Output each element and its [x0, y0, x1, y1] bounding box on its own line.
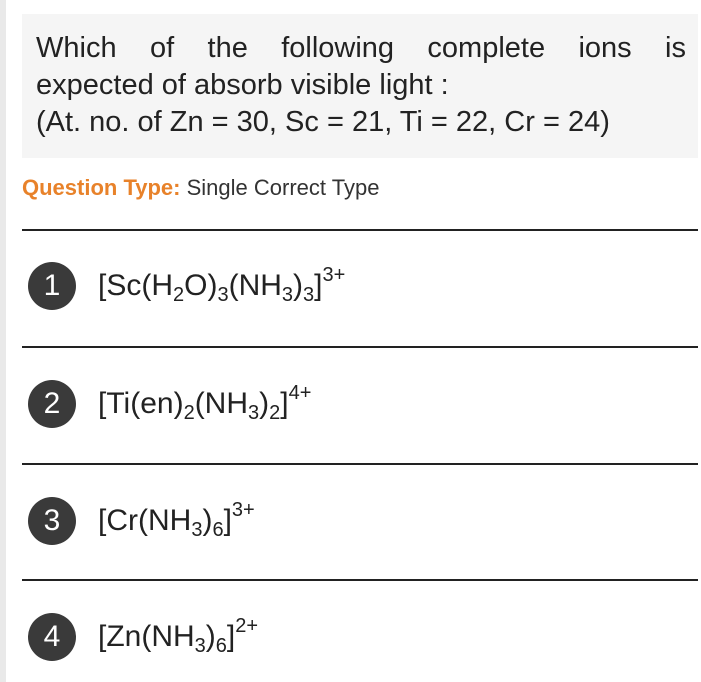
- divider: [22, 346, 698, 348]
- formula-text: ): [293, 269, 304, 302]
- question-type-label: Question Type:: [22, 175, 181, 200]
- divider: [22, 229, 698, 231]
- formula-subscript: 6: [215, 635, 227, 657]
- question-box: [22, 14, 698, 158]
- formula-text: ]: [314, 269, 323, 302]
- formula-text: ): [202, 504, 213, 537]
- formula-subscript: 3: [303, 284, 315, 306]
- option-formula: [98, 264, 346, 306]
- formula-subscript: 3: [281, 284, 294, 306]
- formula-charge: 3+: [231, 499, 255, 521]
- formula-subscript: 3: [194, 635, 206, 657]
- formula-text: [Ti(en): [98, 387, 184, 420]
- left-edge-strip: [0, 0, 6, 682]
- option-number-badge: 1: [28, 262, 76, 310]
- question-type-value: Single Correct Type: [186, 175, 380, 200]
- option-4[interactable]: [28, 611, 258, 663]
- formula-text: [Cr(NH: [98, 504, 192, 537]
- formula-text: ): [259, 387, 270, 420]
- option-number-badge: 4: [28, 613, 76, 661]
- formula-text: ]: [226, 620, 236, 653]
- formula-charge: 3+: [322, 264, 346, 286]
- formula-text: ): [205, 620, 216, 653]
- option-formula: [98, 382, 312, 424]
- divider: [22, 579, 698, 581]
- option-2[interactable]: [28, 378, 311, 430]
- formula-text: ]: [280, 387, 289, 420]
- option-3[interactable]: [28, 495, 255, 547]
- formula-charge: 4+: [288, 382, 312, 404]
- formula-subscript: 3: [248, 402, 260, 424]
- formula-subscript: 6: [212, 519, 224, 541]
- option-number-badge: 2: [28, 380, 76, 428]
- option-number-badge: 3: [28, 497, 76, 545]
- option-formula: [98, 499, 255, 541]
- formula-subscript: 2: [173, 284, 185, 306]
- formula-charge: 2+: [235, 615, 259, 637]
- formula-subscript: 2: [269, 402, 281, 424]
- formula-text: ]: [223, 504, 232, 537]
- formula-text: O): [184, 269, 218, 302]
- formula-subscript: 2: [183, 402, 195, 424]
- question-type: [22, 174, 379, 202]
- question-text: [36, 30, 686, 141]
- formula-text: (NH: [194, 387, 249, 420]
- option-formula: [98, 615, 259, 657]
- question-line-2: expected of absorb visible light :: [36, 69, 449, 101]
- formula-subscript: 3: [191, 519, 203, 541]
- formula-text: [Sc(H: [98, 269, 173, 302]
- question-line-3: (At. no. of Zn = 30, Sc = 21, Ti = 22, Cr = 24): [36, 106, 610, 138]
- option-1[interactable]: [28, 260, 345, 312]
- formula-subscript: 3: [217, 284, 229, 306]
- formula-text: [Zn(NH: [98, 620, 195, 653]
- divider: [22, 463, 698, 465]
- question-line-1: Which of the following complete ions is: [36, 32, 686, 64]
- formula-text: (NH: [228, 269, 282, 302]
